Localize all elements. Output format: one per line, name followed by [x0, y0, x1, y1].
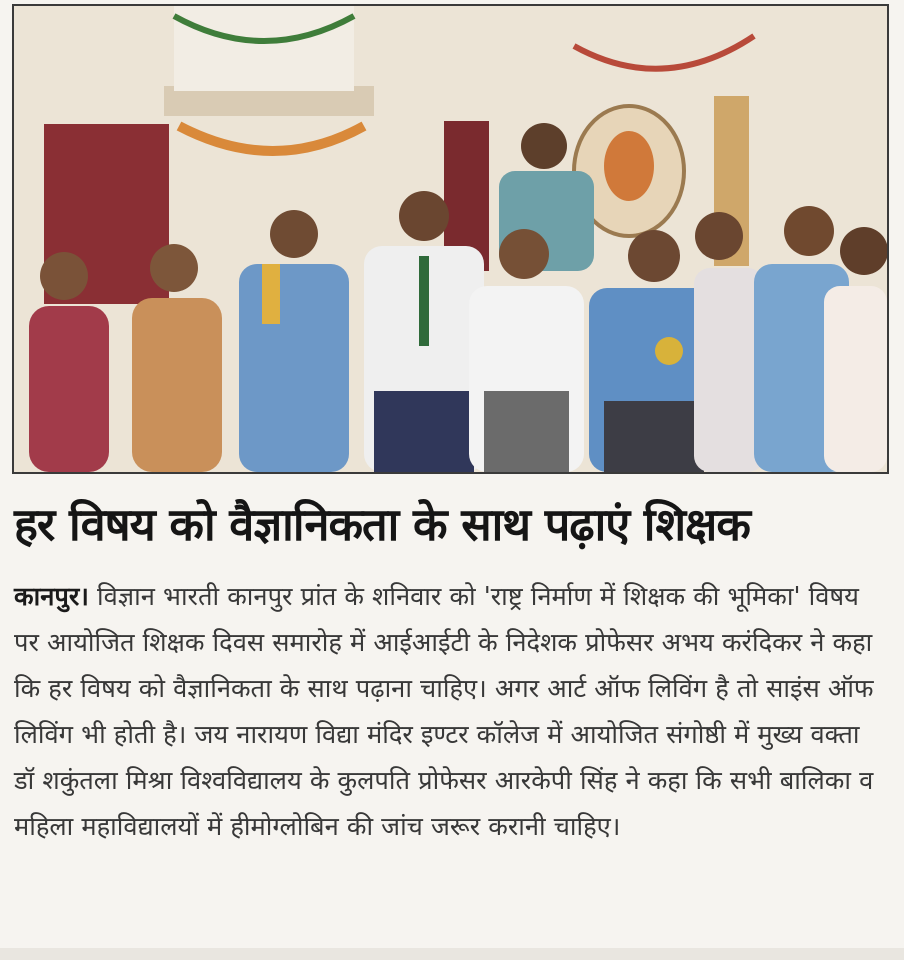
- article-dateline: कानपुर।: [14, 582, 89, 612]
- group-photo-illustration: [14, 6, 887, 472]
- news-photo: [12, 4, 889, 474]
- article-headline: हर विषय को वैज्ञानिकता के साथ पढ़ाएं शिक्षक: [14, 498, 750, 551]
- article-body-text: विज्ञान भारती कानपुर प्रांत के शनिवार को 'राष्ट्र निर्माण में शिक्षक की भूमिका' विषय पर आयोजित शिक्षक दिवस समारोह में आईआईटी के निदेशक प्रोफेसर अभय करंदिकर ने कहा कि हर विषय को वैज्ञानिकता के साथ पढ़ाना चाहिए। अगर आर्ट ऑफ लिविंग है तो साइंस ऑफ लिविंग भी होती है। जय नारायण विद्या मंदिर इण्टर कॉलेज में आयोजित संगोष्ठी में मुख्य वक्ता डॉ शकुंतला मिश्रा विश्वविद्यालय के कुलपति प्रोफेसर आरकेपी सिंह ने कहा कि सभी बालिका व महिला महाविद्यालयों में हीमोग्लोबिन की जांच जरूर करानी चाहिए।: [14, 582, 874, 842]
- article-body: [14, 574, 884, 850]
- page-edge: [0, 948, 904, 960]
